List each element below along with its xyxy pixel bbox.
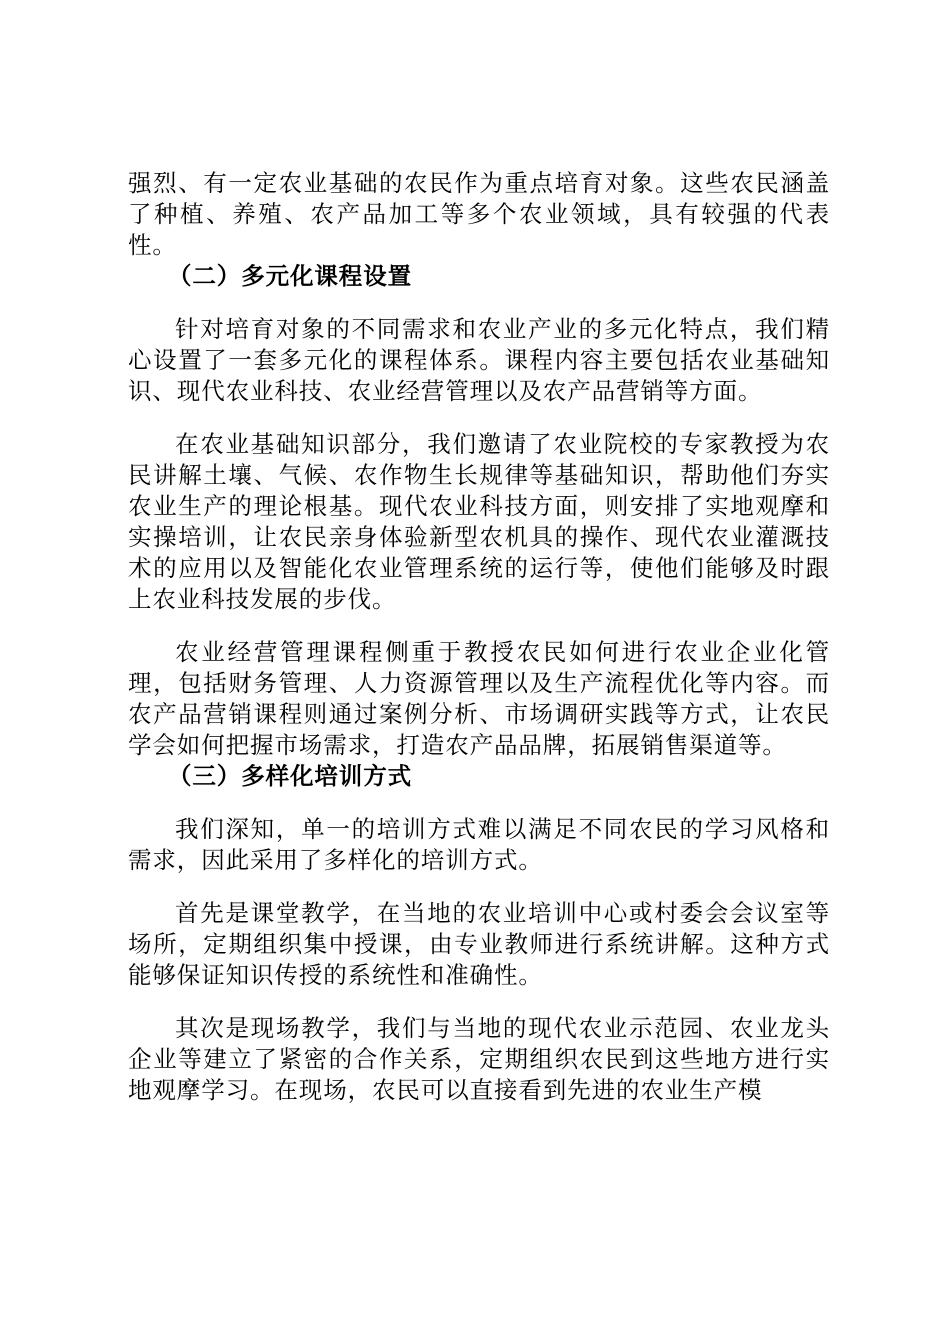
document-page bbox=[128, 168, 830, 1106]
paragraph-curriculum-intro: 针对培育对象的不同需求和农业产业的多元化特点，我们精心设置了一套多元化的课程体系。课程内容主要包括农业基础知识、现代农业科技、农业经营管理以及农产品营销等方面。 bbox=[128, 315, 830, 405]
paragraph-methods-intro: 我们深知，单一的培训方式难以满足不同农民的学习风格和需求，因此采用了多样化的培训方式。 bbox=[128, 815, 830, 874]
section-heading-training-methods: （三）多样化培训方式 bbox=[168, 762, 412, 790]
paragraph-management-marketing: 农业经营管理课程侧重于教授农民如何进行农业企业化管理，包括财务管理、人力资源管理以及生产流程优化等内容。而农产品营销课程则通过案例分析、市场调研实践等方式，让农民学会如何把握市场需求，打造农产品品牌，拓展销售渠道等。 bbox=[128, 638, 830, 759]
paragraph-basic-knowledge: 在农业基础知识部分，我们邀请了农业院校的专家教授为农民讲解土壤、气候、农作物生长规律等基础知识，帮助他们夯实农业生产的理论根基。现代农业科技方面，则安排了实地观摩和实操培训，让农民亲身体验新型农机具的操作、现代农业灌溉技术的应用以及智能化农业管理系统的运行等，使他们能够及时跟上农业科技发展的步伐。 bbox=[128, 430, 830, 613]
paragraph-field-teaching: 其次是现场教学，我们与当地的现代农业示范园、农业龙头企业等建立了紧密的合作关系，定期组织农民到这些地方进行实地观摩学习。在现场，农民可以直接看到先进的农业生产模 bbox=[128, 1014, 830, 1104]
section-heading-curriculum: （二）多元化课程设置 bbox=[168, 262, 412, 290]
paragraph-continuation: 强烈、有一定农业基础的农民作为重点培育对象。这些农民涵盖了种植、养殖、农产品加工等多个农业领域，具有较强的代表性。 bbox=[128, 169, 830, 259]
paragraph-classroom-teaching: 首先是课堂教学，在当地的农业培训中心或村委会会议室等场所，定期组织集中授课，由专业教师进行系统讲解。这种方式能够保证知识传授的系统性和准确性。 bbox=[128, 899, 830, 989]
